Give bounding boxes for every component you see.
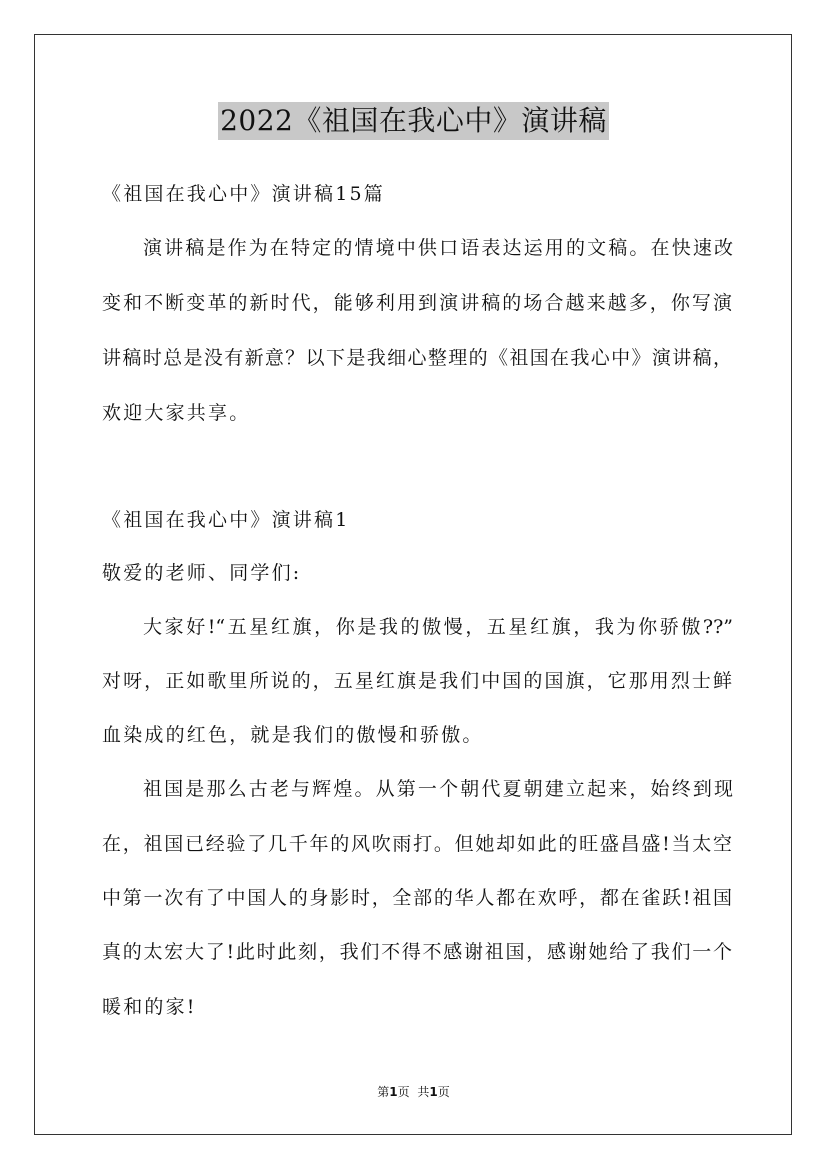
intro-line-2: 变和不断变革的新时代，能够利用到演讲稿的场合越来越多，你写演 — [102, 292, 732, 314]
para1-line-3: 血染成的红色，就是我们的傲慢和骄傲。 — [102, 724, 484, 746]
salutation: 敬爱的老师、同学们: — [102, 562, 302, 584]
para1-line-2: 对呀，正如歌里所说的，五星红旗是我们中国的国旗，它那用烈士鲜 — [102, 670, 732, 692]
page-prefix: 第 — [377, 1085, 390, 1099]
para1-line-1: 大家好!“五星红旗，你是我的傲慢，五星红旗，我为你骄傲??” — [143, 616, 733, 638]
total-suffix: 页 — [437, 1085, 450, 1099]
para2-line-5: 暖和的家! — [102, 996, 197, 1018]
page-footer — [0, 1084, 827, 1100]
intro-line-3: 讲稿时总是没有新意？以下是我细心整理的《祖国在我心中》演讲稿， — [102, 347, 732, 369]
para2-line-2: 在，祖国已经验了几千年的风吹雨打。但她却如此的旺盛昌盛!当太空 — [102, 833, 732, 855]
section-title: 《祖国在我心中》演讲稿1 — [102, 509, 350, 531]
intro-line-1: 演讲稿是作为在特定的情境中供口语表达运用的文稿。在快速改 — [143, 237, 733, 259]
total-prefix: 共 — [417, 1085, 430, 1099]
page-current: 1 — [389, 1085, 398, 1099]
para2-line-1: 祖国是那么古老与辉煌。从第一个朝代夏朝建立起来，始终到现 — [143, 778, 733, 800]
page-total: 1 — [429, 1085, 438, 1099]
document-title: 2022《祖国在我心中》演讲稿 — [218, 102, 609, 140]
document-subtitle: 《祖国在我心中》演讲稿15篇 — [102, 183, 385, 205]
para2-line-3: 中第一次有了中国人的身影时，全部的华人都在欢呼，都在雀跃!祖国 — [102, 887, 732, 909]
title-container — [0, 102, 827, 140]
para2-line-4: 真的太宏大了!此时此刻，我们不得不感谢祖国，感谢她给了我们一个 — [102, 941, 732, 963]
intro-line-4: 欢迎大家共享。 — [102, 402, 251, 424]
page-suffix: 页 — [397, 1085, 410, 1099]
